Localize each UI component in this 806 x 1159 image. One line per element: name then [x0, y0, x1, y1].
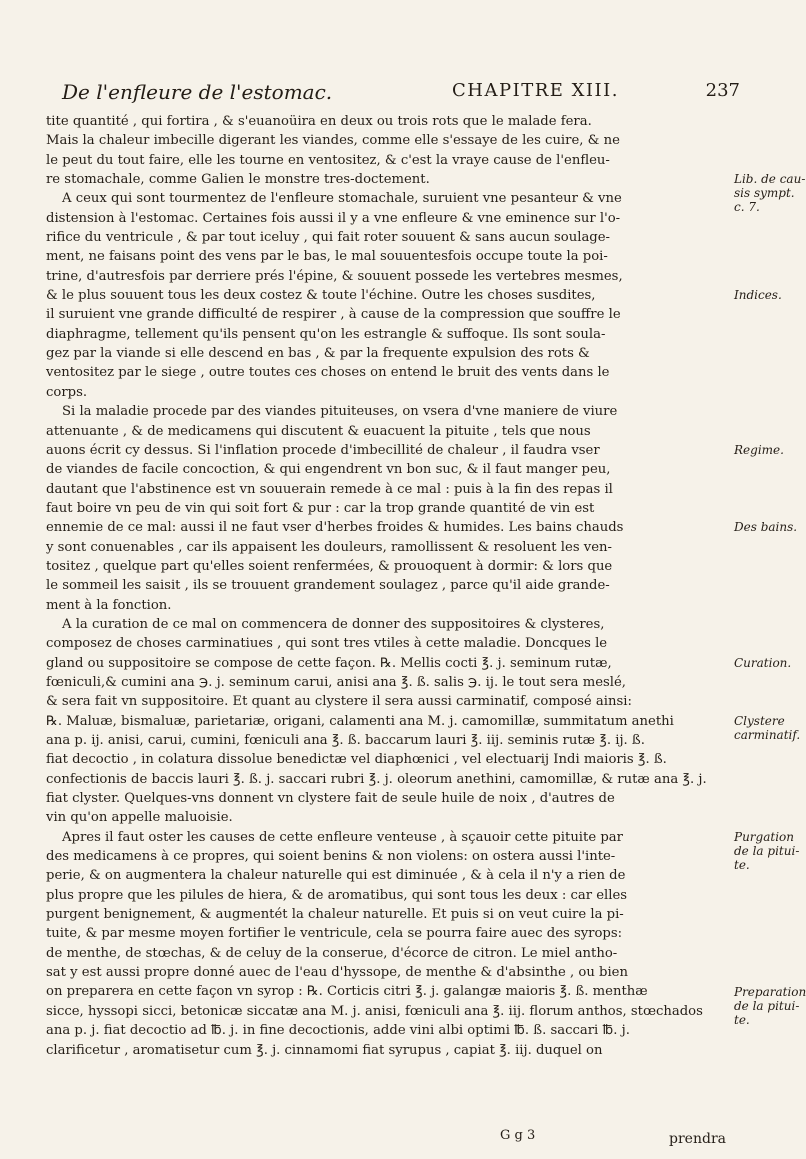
margin-note — [734, 713, 801, 742]
text-line: des medicamens à ce propres, qui soient benins & non violens: on ostera aussi l'inte- — [46, 849, 616, 865]
margin-note-line: Clystere — [734, 713, 785, 728]
text-line: y sont conuenables , car ils appaisent les douleurs, ramollissent & resoluent les ven- — [46, 539, 612, 555]
text-line: sat y est aussi propre donné auec de l'eau d'hyssope, de menthe & d'absinthe , ou bien — [46, 965, 628, 981]
chapter-heading: CHAPITRE XIII. — [452, 80, 619, 101]
margin-note — [734, 984, 806, 1027]
text-line: A la curation de ce mal on commencera de donner des suppositoires & clysteres, — [62, 616, 605, 632]
text-line: tositez , quelque part qu'elles soient renfermées, & prouoquent à dormir: & lors que — [46, 558, 613, 574]
text-line: ventositez par le siege , outre toutes ces choses on entend le bruit des vents dans le — [46, 365, 610, 381]
page-number: 237 — [705, 80, 740, 101]
text-line: plus propre que les pilules de hiera, & de aromatibus, qui sont tous les deux : car elles — [46, 887, 628, 903]
text-line: gez par la viande si elle descend en bas , & par la frequente expulsion des rots & — [46, 346, 590, 362]
margin-note — [734, 288, 798, 302]
text-line: ment, ne faisans point des vens par le bas, le mal souuentesfois occupe toute la poi- — [46, 249, 608, 265]
margin-note-line: Preparation — [734, 984, 806, 999]
text-line: composez de choses carminatiues , qui sont tres vtiles à cette maladie. Doncques le — [46, 636, 608, 652]
text-line: purgent benignement, & augmentét la chaleur naturelle. Et puis si on veut cuire la pi- — [46, 907, 624, 923]
text-line: attenuante , & de medicamens qui discutent & euacuent la pituite , tels que nous — [46, 423, 591, 439]
text-line: ment à la fonction. — [46, 597, 172, 613]
text-line: trine, d'autresfois par derriere prés l'épine, & souuent possede les vertebres mesmes, — [46, 268, 623, 284]
running-title: De l'enfleure de l'estomac. — [62, 80, 333, 104]
margin-note-line: Curation. — [734, 655, 792, 670]
text-line: de viandes de facile concoction, & qui engendrent vn bon suc, & il faut manger peu, — [46, 462, 611, 478]
text-line: sicce, hyssopi sicci, betonicæ siccatæ ana M. j. anisi, fœniculi ana ℥. iij. florum anthos, stœchados — [46, 1003, 703, 1019]
text-line: auons écrit cy dessus. Si l'inflation procede d'imbecillité de chaleur , il faudra vser — [46, 442, 600, 458]
text-line: vin qu'on appelle maluoisie. — [46, 810, 233, 826]
margin-note-line: c. 7. — [734, 200, 760, 215]
margin-note — [734, 443, 798, 457]
margin-note — [734, 520, 798, 534]
text-line: & le plus souuent tous les deux costez & toute l'échine. Outre les choses susdites, — [46, 288, 596, 304]
margin-note-line: Des bains. — [734, 520, 798, 535]
text-line: Mais la chaleur imbecille digerant les viandes, comme elle s'essaye de les cuire, & ne — [46, 133, 620, 149]
text-line: diaphragme, tellement qu'ils pensent qu'on les estrangle & suffoque. Ils sont soula- — [46, 326, 606, 342]
text-line: ana p. j. fiat decoctio ad ℔. j. in fine decoctionis, adde vini albi optimi ℔. ß. saccari ℔. j. — [46, 1023, 630, 1039]
text-line: Si la maladie procede par des viandes pituiteuses, on vsera d'vne maniere de viure — [62, 404, 618, 420]
text-line: rifice du ventricule , & par tout iceluy , qui fait roter souuent & sans aucun soulage- — [46, 230, 611, 246]
running-header — [62, 80, 740, 106]
text-line: perie, & on augmentera la chaleur naturelle qui est diminuée , & à cela il n'y a rien de — [46, 868, 626, 884]
margin-note-line: sis sympt. — [734, 186, 795, 201]
margin-note — [734, 830, 798, 872]
text-line: A ceux qui sont tourmentez de l'enfleure stomachale, suruient vne pesanteur & vne — [62, 191, 622, 207]
text-line: il suruient vne grande difficulté de respirer , à cause de la compression que souffre le — [46, 307, 621, 323]
margin-note-line: carminatif. — [734, 727, 801, 742]
text-line: ennemie de ce mal: aussi il ne faut vser d'herbes froides & humides. Les bains chauds — [46, 520, 624, 536]
text-line: tuite, & par mesme moyen fortifier le ventricule, cela se pourra faire auec des syrops: — [46, 926, 623, 942]
signature-mark: G g 3 — [500, 1128, 536, 1143]
text-line: fœniculi,& cumini ana ℈. j. seminum carui, anisi ana ℥. ß. salis ℈. ij. le tout sera meslé, — [46, 674, 626, 690]
text-line: le peut du tout faire, elle les tourne en ventositez, & c'est la vraye cause de l'enfleu- — [46, 152, 610, 168]
text-line: tite quantité , qui fortira , & s'euanoüira en deux ou trois rots que le malade fera. — [46, 114, 592, 129]
text-line: confectionis de baccis lauri ℥. ß. j. saccari rubri ℥. j. oleorum anethini, camomillæ, & rutæ ana ℥. j. — [46, 771, 707, 787]
margin-note-line: te. — [734, 857, 750, 872]
margin-note-line: de la pitui- — [734, 843, 800, 858]
text-line: fiat clyster. Quelques-vns donnent vn clystere fait de seule huile de noix , d'autres de — [46, 791, 615, 807]
text-line: fiat decoctio , in colatura dissolue benedictæ vel diaphœnici , vel electuarij Indi maioris ℥. ß. — [46, 752, 667, 768]
margin-note-line: Purgation — [734, 829, 794, 844]
text-line: ana p. ij. anisi, carui, cumini, fœniculi ana ℥. ß. baccarum lauri ℥. iij. seminis rutæ ℥. ij. ß. — [46, 733, 645, 748]
catchword: prendra — [669, 1131, 726, 1147]
margin-note-line: Indices. — [734, 288, 782, 303]
text-line: on preparera en cette façon vn syrop : ℞. Corticis citri ℥. j. galangæ maioris ℥. ß. menthæ — [46, 984, 648, 1000]
margin-note — [734, 656, 798, 670]
text-line: distension à l'estomac. Certaines fois aussi il y a vne enfleure & vne eminence sur l'o- — [46, 210, 621, 226]
margin-note-line: de la pitui- — [734, 998, 800, 1013]
main-text — [46, 112, 726, 1060]
margin-note-line: Lib. de cau- — [734, 172, 806, 187]
text-line: gland ou suppositoire se compose de cette façon. ℞. Mellis cocti ℥. j. seminum rutæ, — [46, 655, 612, 671]
text-line: le sommeil les saisit , ils se trouuent grandement soulagez , parce qu'il aide grande- — [46, 578, 610, 594]
text-line: clarificetur , aromatisetur cum ℥. j. cinnamomi fiat syrupus , capiat ℥. iij. duquel on — [46, 1042, 603, 1058]
text-line: & sera fait vn suppositoire. Et quant au clystere il sera aussi carminatif, composé ainsi: — [46, 694, 632, 710]
margin-note-line: Regime. — [734, 442, 784, 457]
text-line: ℞. Maluæ, bismaluæ, parietariæ, origani, calamenti ana M. j. camomillæ, summitatum anethi — [46, 713, 674, 729]
text-line: dautant que l'abstinence est vn souuerain remede à ce mal : puis à la fin des repas il — [46, 481, 613, 497]
text-line: re stomachale, comme Galien le monstre tres-doctement. — [46, 172, 430, 188]
margin-note-line: te. — [734, 1012, 750, 1027]
text-line: de menthe, de stœchas, & de celuy de la conserue, d'écorce de citron. Le miel antho- — [46, 945, 618, 961]
text-line: faut boire vn peu de vin qui soit fort & pur : car la trop grande quantité de vin est — [46, 500, 595, 516]
margin-note — [734, 172, 806, 215]
text-line: Apres il faut oster les causes de cette enfleure venteuse , à sçauoir cette pituite par — [62, 829, 623, 845]
text-line: corps. — [46, 384, 88, 400]
